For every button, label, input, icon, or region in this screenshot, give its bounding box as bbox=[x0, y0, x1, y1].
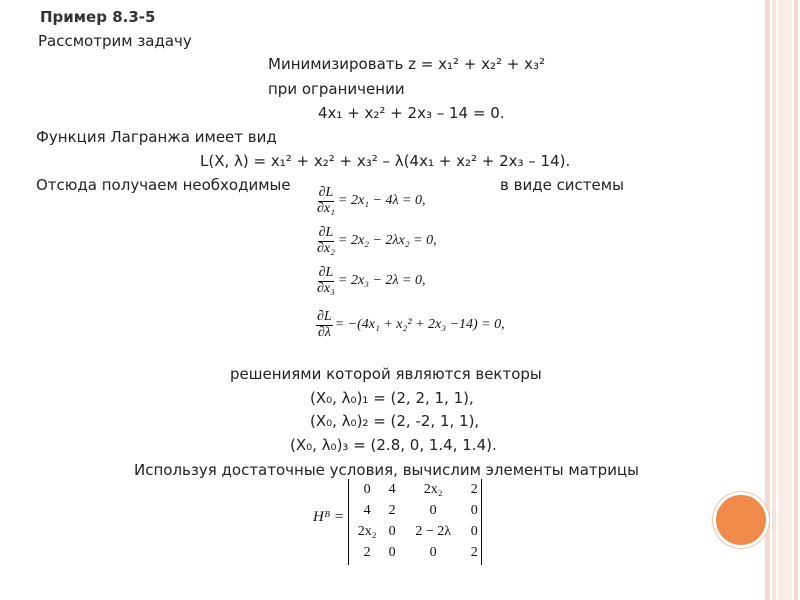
intro-text: Рассмотрим задачу bbox=[38, 32, 192, 50]
matrix-cell: 4 bbox=[388, 481, 396, 497]
solution-1: (X₀, λ₀)₁ = (2, 2, 1, 1), bbox=[310, 389, 474, 407]
sufficient-conditions-text: Используя достаточные условия, вычислим элементы матрицы bbox=[134, 461, 639, 479]
lagrange-intro: Функция Лагранжа имеет вид bbox=[36, 128, 277, 146]
matrix-cell: 0 bbox=[470, 502, 478, 518]
matrix-cell: 2 bbox=[363, 544, 371, 560]
matrix-row bbox=[349, 500, 481, 521]
matrix-row bbox=[349, 521, 481, 542]
matrix-cell: 2x₂ bbox=[357, 523, 377, 539]
necessary-conditions-right: в виде системы bbox=[500, 176, 624, 194]
matrix-cell: 0 bbox=[429, 544, 437, 560]
partial-fraction: $\frac{\partial L}{\text{∂x₁}}$ bbox=[317, 185, 335, 216]
matrix-cell: 2 bbox=[470, 544, 478, 560]
hessian-label: Hᴮ = bbox=[313, 509, 344, 525]
necessary-conditions-left: Отсюда получаем необходимые bbox=[36, 176, 291, 194]
hessian-matrix bbox=[348, 479, 482, 565]
decorative-stripe bbox=[772, 0, 776, 600]
matrix-row bbox=[349, 479, 481, 500]
objective-text: Минимизировать z = x₁² + x₂² + x₃² bbox=[268, 55, 546, 73]
matrix-cell: 0 bbox=[429, 502, 437, 518]
matrix-cell: 4 bbox=[363, 502, 371, 518]
matrix-cell: 2 bbox=[388, 502, 396, 518]
matrix-cell: 2 − 2λ bbox=[415, 523, 452, 539]
equation-dx3: $\frac{\partial L}{\text{∂x₃}}$ = 2x₃ − 2λ = 0, bbox=[317, 265, 426, 296]
matrix-cell: 2 bbox=[470, 481, 478, 497]
equation-dx1: $\frac{\partial L}{\text{∂x₁}}$ = 2x₁ − 4λ = 0, bbox=[317, 185, 426, 216]
matrix-cell: 2x₂ bbox=[423, 481, 443, 497]
solution-3: (X₀, λ₀)₃ = (2.8, 0, 1.4, 1.4). bbox=[290, 436, 497, 454]
matrix-cell: 0 bbox=[388, 544, 396, 560]
constraint-label: при ограничении bbox=[268, 80, 405, 98]
lagrange-function: L(X, λ) = x₁² + x₂² + x₃² – λ(4x₁ + x₂² + 2x₃ – 14). bbox=[200, 152, 571, 170]
matrix-cell: 0 bbox=[363, 481, 371, 497]
matrix-row bbox=[349, 542, 481, 563]
matrix-cell: 0 bbox=[388, 523, 396, 539]
decorative-circle bbox=[713, 492, 769, 548]
slide-title: Пример 8.3-5 bbox=[40, 8, 156, 26]
partial-fraction: $\frac{\partial L}{\text{∂x₃}}$ bbox=[317, 265, 335, 296]
equation-dlambda: $\frac{\partial L}{\partial\lambda}$ = −(4x₁ + x₂² + 2x₃ −14) = 0, bbox=[317, 309, 505, 340]
decorative-stripe bbox=[794, 0, 798, 600]
equation-dx2: $\frac{\partial L}{\text{∂x₂}}$ = 2x₂ − 2λx₂ = 0, bbox=[317, 225, 437, 256]
solution-2: (X₀, λ₀)₂ = (2, -2, 1, 1), bbox=[310, 412, 480, 430]
partial-fraction: $\frac{\partial L}{\partial\lambda}$ bbox=[317, 309, 332, 340]
decorative-stripe bbox=[778, 0, 792, 600]
constraint-equation: 4x₁ + x₂² + 2x₃ – 14 = 0. bbox=[318, 104, 505, 122]
matrix-cell: 0 bbox=[470, 523, 478, 539]
solutions-intro: решениями которой являются векторы bbox=[230, 365, 542, 383]
matrix-table bbox=[349, 479, 481, 563]
partial-fraction: $\frac{\partial L}{\text{∂x₂}}$ bbox=[317, 225, 335, 256]
